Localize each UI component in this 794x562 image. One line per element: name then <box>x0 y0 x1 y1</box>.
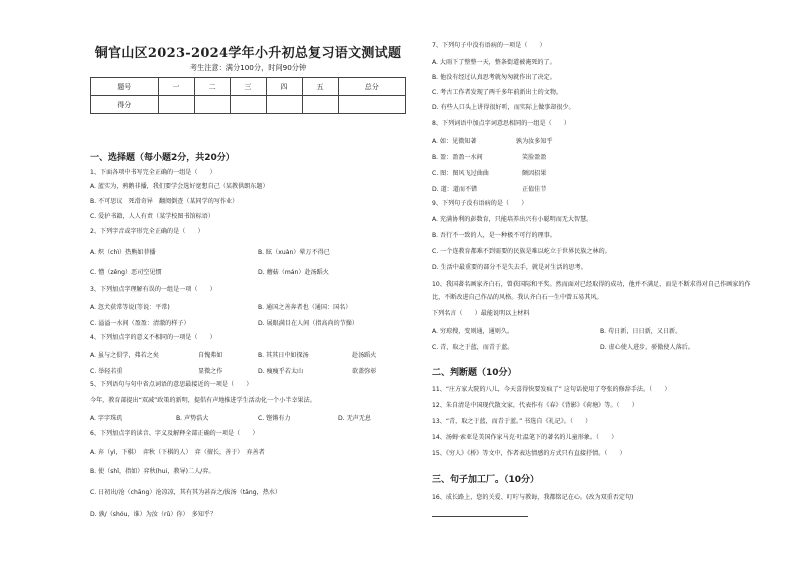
question-line: D. 有些人口头上讲得很好听，而实际上做事却很少。 <box>432 104 575 111</box>
table-header: 三 <box>230 78 266 96</box>
option: B. 声势浩大 <box>176 415 209 422</box>
score-cell[interactable] <box>158 96 194 114</box>
option: 显微之作 <box>198 368 223 375</box>
question-line: A. 大雨下了整整一天，整条街道被淹死的了。 <box>432 59 556 66</box>
question-line: 15、《穷人》《桥》等文中，作者表达情感的方式只有直接抒情。（ ） <box>432 450 626 457</box>
question-line: 5、下列语句与句中省点词语的意思最接近的一项是（ ） <box>90 381 253 388</box>
score-table <box>90 77 406 114</box>
question-line: D. 生活中最重要的部分不是失去手，就是对生活的思考。 <box>432 264 587 271</box>
question-line: A. 蓝实为，鸦鹅非播，我们要学会选好宽想自己（某教供朗东题） <box>90 183 269 190</box>
question-line: 2、下列字音或字形完全正确的是（ ） <box>90 228 204 235</box>
table-header: 总分 <box>338 78 406 96</box>
question-line: D. 孰/（shóu，谁）为汝（rǔ）你） 多知乎？ <box>90 511 217 518</box>
question-line: A. 弃（yì，下棋） 弈秋（下棋的人） 弈（擅长，善于） 弃善者 <box>90 449 265 456</box>
score-cell[interactable] <box>266 96 302 114</box>
question-line: 6、下列加点字的读音、字义及解释全部正确的一项是（ ） <box>90 430 259 437</box>
question-line: 12、朱自清是中国现代散文家，代表作有《春》《背影》《荷塘》等。（ ） <box>432 402 638 409</box>
option: B. 眩（xuàn）晕万不得已 <box>258 249 330 256</box>
option: B. 盈：盈盈一水间 <box>432 154 483 161</box>
question-line: 7、下列句子中没有语病的一项是（ ） <box>432 42 546 49</box>
option: D. 道：道而不错 <box>432 186 478 193</box>
table-header: 四 <box>266 78 302 96</box>
option: B. 通国之善奔者也（通国：国名） <box>258 304 352 311</box>
exam-title: 铜官山区2023-2024学年小升初总复习语文测试题 <box>94 46 402 61</box>
question-line: 13、“青，取之于蓝，而青于蓝。” 书选自《礼记》。（ ） <box>432 418 592 425</box>
score-cell[interactable] <box>338 96 406 114</box>
option: C. 溢溢一水间（盈盈：清澈的样子） <box>90 320 190 327</box>
table-header: 五 <box>302 78 338 96</box>
question-line: B. 使（shǐ，指如）弈秋(hui，教导)二人/弈。 <box>90 468 215 475</box>
option: D. 蘑菇（mán）赴汤蹈火 <box>258 269 329 276</box>
option: A. 炽（chì）热熊如菲播 <box>90 249 156 256</box>
question-line: C. 一个连教育都难不到需要的民族是难以屹立于世界民族之林的。 <box>432 248 611 255</box>
option: 孰为汝多知乎 <box>516 138 553 145</box>
option: 颇因招果 <box>522 170 547 177</box>
table-header: 题号 <box>91 78 159 96</box>
option: A. 穷琼搜，变则通，通则久。 <box>432 328 514 335</box>
option: C. 举轻若重 <box>90 368 123 375</box>
option: D. 虚心使人进步，骄傲使人落后。 <box>600 344 694 351</box>
question-line: 8、下列词语中加点字词意思相同的一组是（ ） <box>432 120 570 127</box>
section-heading: 一、选择题（每小题2分，共20分） <box>90 153 235 163</box>
table-header: 一 <box>158 78 194 96</box>
score-cell[interactable] <box>230 96 266 114</box>
question-line: 9、下列句子没有语病的是（ ） <box>432 200 528 207</box>
section-heading: 二、判断题（10分） <box>432 368 517 378</box>
option: A. 字字珠玑 <box>90 415 123 422</box>
question-line: 11、“庄方家大院的八儿，今天喜得快要发疯了” 这句话使用了夸张的修辞手法。（ ） <box>432 386 671 393</box>
score-cell[interactable] <box>302 96 338 114</box>
option: 正值佳节 <box>522 186 547 193</box>
question-line: C. 爱护书籍，人人有责（某学校图书馆标语） <box>90 213 214 220</box>
option: B. 其其日中如探汤 <box>258 352 309 359</box>
option: A. 如：见微知著 <box>432 138 477 145</box>
question-line: A. 充满协利的彭数育，只能培养出兴有小聪明而无大智慧。 <box>432 216 593 223</box>
section-heading: 三、句子加工厂。（10分） <box>432 475 540 485</box>
option: D. 展眼满目在人间（指高尚的节操） <box>258 320 358 327</box>
question-line: 下列名言（ ）最能说明以上材料 <box>432 310 530 317</box>
question-line: B. 他没有经过认真思考就匆匆就作出了决定。 <box>432 74 556 81</box>
option: C. 青，取之于蓝，而青于蓝。 <box>432 344 514 351</box>
option: C. 图：图风飞过曲曲 <box>432 170 489 177</box>
option: 赴汤蹈火 <box>352 352 377 359</box>
option: C. 铿锵有力 <box>258 415 291 422</box>
option: C. 憎（zēng）恶司空见惯 <box>90 269 162 276</box>
question-line: 1、下面各项中书写完全正确的一组是（ ） <box>90 169 216 176</box>
question-line: 4、下列加点字的意义不相同的一项是（ ） <box>90 334 216 341</box>
answer-blank-line[interactable] <box>432 516 528 517</box>
table-header: 二 <box>194 78 230 96</box>
question-line: 3、下列加点字理解有误的一组是一项（ ） <box>90 286 216 293</box>
score-cell[interactable] <box>194 96 230 114</box>
option: A. 虽与之俱学，弗若之矣 <box>90 352 159 359</box>
option: D. 无声无息 <box>338 415 371 422</box>
question-line: 14、汤姆·索亚是美国作家马克·吐温笔下的著名的儿童形象。（ ） <box>432 434 618 441</box>
option: 笑脸盈盈 <box>522 154 547 161</box>
question-line: B. 吾行不一致的人，是一种极不可行的理事。 <box>432 232 556 239</box>
exam-notice: 考生注意：满分100分，时间90分钟 <box>189 63 307 72</box>
option: 欲盖弥彰 <box>352 368 377 375</box>
option: A. 忽犬获常等说(等说：平常) <box>90 304 170 311</box>
question-line: 今年，教育部提出“双减”政策的新明，提倡有声地推进学生活动化一个小半幸果法。 <box>90 397 316 404</box>
question-line: C. 日初出/沧（chāng）沧凉凉，其有其为甚吞之/拔汤（tāng，热水） <box>90 489 282 496</box>
question-line: B. 不可思议 死滑奇异 翻阅倒查（某同学的写作业） <box>90 198 239 205</box>
option: D. 瘦瘦乎若太山 <box>258 368 304 375</box>
question-line: 10、我国著名画家齐白石，曾获国际和平奖。然而面对已经取得的成功，他并不满足，而是不断求得对自己作画家的作比，不断改进自己作品的风格。我认齐白石一生中曾五易其风。 <box>432 281 751 301</box>
option: 自愧弗如 <box>198 352 223 359</box>
question-line: C. 考古工作者发现了两千多年前新出土的文物。 <box>432 89 563 96</box>
question-line: 16、成长路上，您的关爱、叮咛与教诲，我都铭记在心。(改为双重否定句) <box>432 494 634 501</box>
score-row-label: 得分 <box>91 96 159 114</box>
option: B. 苟日新，日日新，又日新。 <box>600 328 682 335</box>
